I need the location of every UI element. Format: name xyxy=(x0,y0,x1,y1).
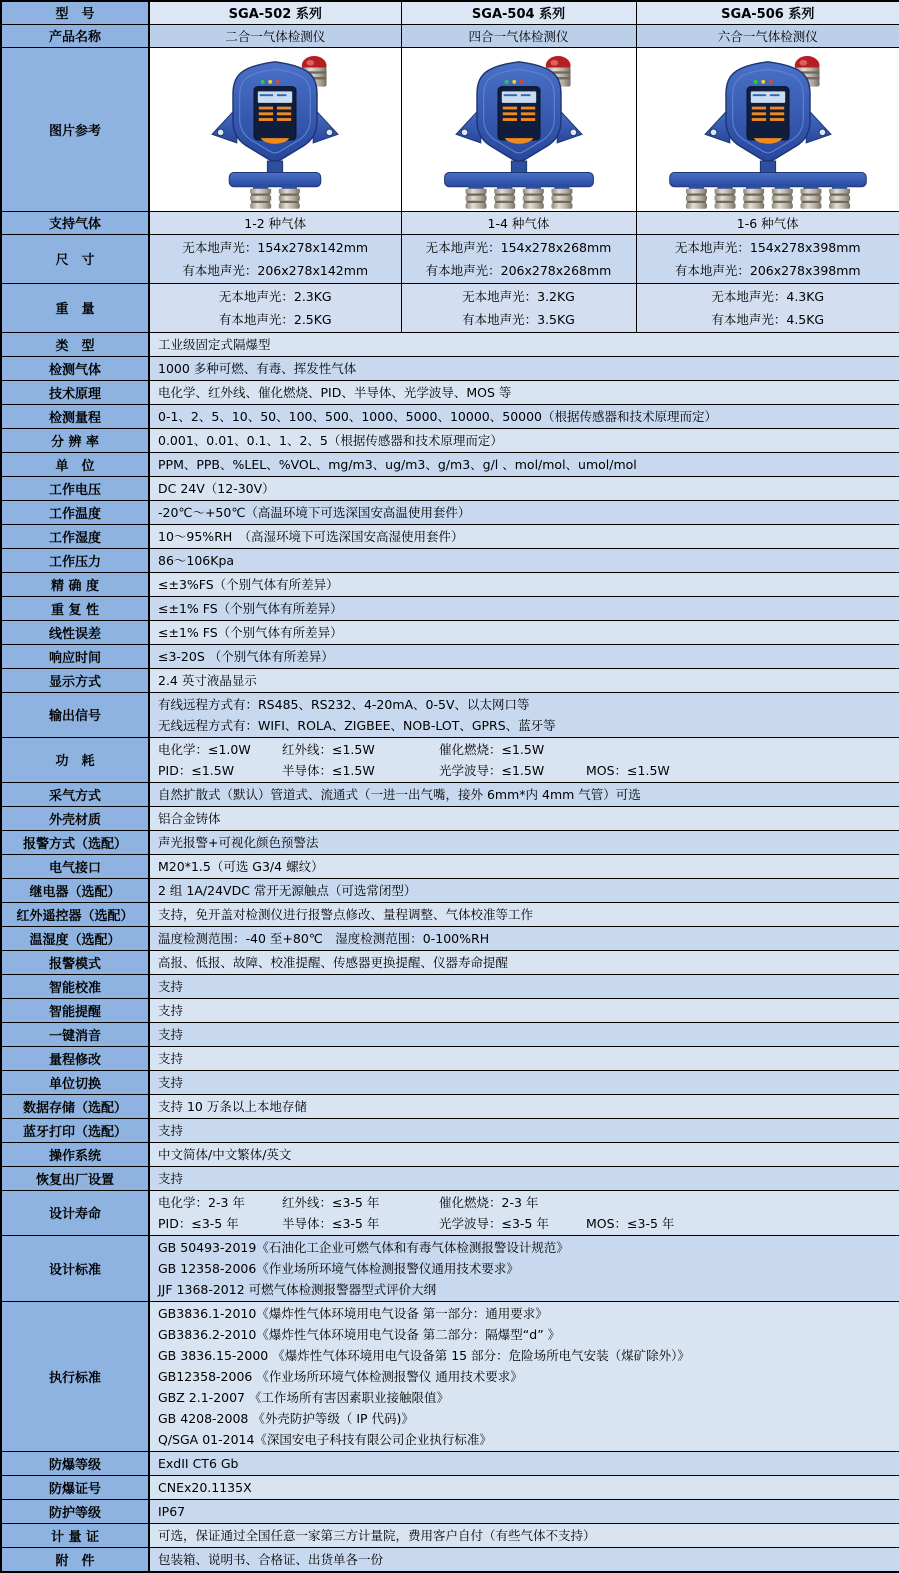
spec-value-line: 10～95%RH （高湿环境下可选深国安高湿使用套件） xyxy=(158,528,464,544)
row-label: 温湿度（选配） xyxy=(1,926,149,950)
spec-value xyxy=(636,234,899,283)
row-label: 检测量程 xyxy=(1,404,149,428)
product-image xyxy=(149,47,401,211)
row-label: 数据存储（选配） xyxy=(1,1094,149,1118)
row-label: 报警模式 xyxy=(1,950,149,974)
table-row xyxy=(1,428,899,452)
spec-value-segment: 催化燃烧：≤1.5W xyxy=(439,741,545,757)
table-row xyxy=(1,1523,899,1547)
spec-value xyxy=(149,830,899,854)
spec-value-line: GB 4208-2008 《外壳防护等级（ IP 代码)》 xyxy=(158,1410,414,1426)
spec-value-line: GB3836.1-2010《爆炸性气体环境用电气设备 第一部分：通用要求》 xyxy=(158,1305,548,1321)
spec-value xyxy=(149,1142,899,1166)
spec-value-line: GB 3836.15-2000 《爆炸性气体环境用电气设备第 15 部分：危险场所电气安装（煤矿除外）》 xyxy=(158,1347,690,1363)
spec-value-line: GB12358-2006 《作业场所环境气体检测报警仪 通用技术要求》 xyxy=(158,1368,523,1384)
table-row xyxy=(1,620,899,644)
spec-value-line: -20℃～+50℃（高温环境下可选深国安高温使用套件） xyxy=(158,504,471,520)
row-label: 尺 寸 xyxy=(1,234,149,283)
spec-value-segment: 电化学：2-3 年 xyxy=(158,1194,245,1210)
row-label: 检测气体 xyxy=(1,356,149,380)
spec-value-line: 高报、低报、故障、校准提醒、传感器更换提醒、仪器寿命提醒 xyxy=(158,954,509,970)
spec-value-line: 支持 10 万条以上本地存储 xyxy=(158,1098,307,1114)
spec-value-line: GB 50493-2019《石油化工企业可燃气体和有毒气体检测报警设计规范》 xyxy=(158,1239,569,1255)
row-label: 采气方式 xyxy=(1,782,149,806)
table-row xyxy=(1,830,899,854)
table-row xyxy=(1,211,899,234)
product-image xyxy=(636,47,899,211)
spec-value xyxy=(149,1022,899,1046)
row-label: 工作压力 xyxy=(1,548,149,572)
spec-value-line: CNEx20.1135X xyxy=(158,1479,252,1495)
spec-value xyxy=(149,524,899,548)
row-label: 红外遥控器（选配） xyxy=(1,902,149,926)
spec-value-line: DC 24V（12-30V） xyxy=(158,480,275,496)
row-label: 分 辨 率 xyxy=(1,428,149,452)
table-row xyxy=(1,24,899,47)
spec-value-line: 温度检测范围：-40 至+80℃ 湿度检测范围：0-100%RH xyxy=(158,930,490,946)
spec-table-body xyxy=(1,1,899,1572)
spec-value-line: 电化学、红外线、催化燃烧、PID、半导体、光学波导、MOS 等 xyxy=(158,384,512,400)
spec-value-line: 支持 xyxy=(158,978,184,994)
spec-value-line: 2 组 1A/24VDC 常开无源触点（可选常闭型） xyxy=(158,882,417,898)
spec-value: 二合一气体检测仪 xyxy=(149,24,401,47)
spec-value xyxy=(149,1118,899,1142)
table-row xyxy=(1,1499,899,1523)
spec-value xyxy=(149,998,899,1022)
spec-value xyxy=(149,283,401,332)
spec-value xyxy=(149,356,899,380)
row-label: 型 号 xyxy=(1,1,149,24)
spec-value-segment: PID：≤1.5W xyxy=(158,762,235,778)
spec-value-line: 0.001、0.01、0.1、1、2、5（根据传感器和技术原理而定） xyxy=(158,432,503,448)
product-image xyxy=(401,47,636,211)
row-label: 继电器（选配） xyxy=(1,878,149,902)
spec-value xyxy=(149,380,899,404)
spec-value xyxy=(149,452,899,476)
table-row xyxy=(1,1070,899,1094)
row-label: 恢复出厂设置 xyxy=(1,1166,149,1190)
spec-value xyxy=(149,1190,899,1235)
table-row xyxy=(1,692,899,737)
spec-value-line: 支持 xyxy=(158,1074,184,1090)
spec-value-line: 无线远程方式有：WIFI、ROLA、ZIGBEE、NOB-LOT、GPRS、蓝牙等 xyxy=(158,717,556,733)
row-label: 设计标准 xyxy=(1,1235,149,1301)
table-row xyxy=(1,1166,899,1190)
spec-value xyxy=(149,1301,899,1451)
model-name: SGA-506 系列 xyxy=(636,1,899,24)
spec-value xyxy=(149,806,899,830)
spec-value-segment: 催化燃烧：2-3 年 xyxy=(439,1194,539,1210)
spec-value-line: IP67 xyxy=(158,1503,186,1519)
spec-value-line: 无本地声光：2.3KG xyxy=(218,288,332,304)
row-label: 响应时间 xyxy=(1,644,149,668)
spec-value-line: 铝合金铸体 xyxy=(158,810,221,826)
spec-value-line: ≤±3%FS（个别气体有所差异） xyxy=(158,576,339,592)
table-row xyxy=(1,476,899,500)
row-label: 输出信号 xyxy=(1,692,149,737)
spec-value-line: 有线远程方式有：RS485、RS232、4-20mA、0-5V、以太网口等 xyxy=(158,696,530,712)
spec-value xyxy=(149,644,899,668)
table-row xyxy=(1,548,899,572)
spec-value-segment: 红外线：≤1.5W xyxy=(282,741,375,757)
spec-value-line: GB 12358-2006《作业场所环境气体检测报警仪通用技术要求》 xyxy=(158,1260,519,1276)
spec-value xyxy=(149,332,899,356)
spec-value xyxy=(149,1475,899,1499)
gas-detector-illustration xyxy=(170,52,380,209)
spec-value xyxy=(149,974,899,998)
row-label: 显示方式 xyxy=(1,668,149,692)
gas-detector-illustration xyxy=(414,52,624,209)
spec-value-segment: PID：≤3-5 年 xyxy=(158,1215,239,1231)
row-label: 防护等级 xyxy=(1,1499,149,1523)
row-label: 智能校准 xyxy=(1,974,149,998)
spec-value-line: 支持 xyxy=(158,1050,184,1066)
spec-value xyxy=(149,1046,899,1070)
row-label: 一键消音 xyxy=(1,1022,149,1046)
row-label: 线性误差 xyxy=(1,620,149,644)
spec-value-line: JJF 1368-2012 可燃气体检测报警器型式评价大纲 xyxy=(158,1281,437,1297)
table-row xyxy=(1,854,899,878)
table-row xyxy=(1,404,899,428)
spec-value xyxy=(149,1070,899,1094)
spec-value xyxy=(149,1499,899,1523)
spec-value-line: 支持，免开盖对检测仪进行报警点修改、量程调整、气体校准等工作 xyxy=(158,906,534,922)
spec-value xyxy=(149,926,899,950)
spec-value xyxy=(149,1547,899,1572)
spec-value: 1-6 种气体 xyxy=(636,211,899,234)
row-label: 类 型 xyxy=(1,332,149,356)
table-row xyxy=(1,902,899,926)
row-label: 电气接口 xyxy=(1,854,149,878)
spec-value-line: 有本地声光：206x278x398mm xyxy=(674,262,861,278)
spec-value-segment: 红外线：≤3-5 年 xyxy=(282,1194,380,1210)
spec-value-segment: 半导体：≤1.5W xyxy=(282,762,375,778)
table-row xyxy=(1,1547,899,1572)
spec-value-line: 有本地声光：4.5KG xyxy=(711,311,825,327)
table-row xyxy=(1,452,899,476)
row-label: 防爆证号 xyxy=(1,1475,149,1499)
spec-value xyxy=(149,596,899,620)
table-row xyxy=(1,1190,899,1235)
spec-value-line: ≤±1% FS（个别气体有所差异） xyxy=(158,600,343,616)
spec-value-line: 支持 xyxy=(158,1002,184,1018)
spec-value-line: 声光报警+可视化颜色预警法 xyxy=(158,834,319,850)
table-row xyxy=(1,1046,899,1070)
spec-value-line xyxy=(158,739,893,760)
row-label: 附 件 xyxy=(1,1547,149,1572)
spec-value-segment: 光学波导：≤1.5W xyxy=(439,762,545,778)
table-row xyxy=(1,380,899,404)
spec-value xyxy=(149,234,401,283)
spec-value-line: PPM、PPB、%LEL、%VOL、mg/m3、ug/m3、g/m3、g/l 、mol/mol、umol/mol xyxy=(158,456,637,472)
row-label: 工作温度 xyxy=(1,500,149,524)
table-row xyxy=(1,1118,899,1142)
row-label: 工作湿度 xyxy=(1,524,149,548)
table-row xyxy=(1,47,899,211)
table-row xyxy=(1,668,899,692)
row-label: 精 确 度 xyxy=(1,572,149,596)
spec-value xyxy=(149,854,899,878)
row-label: 工作电压 xyxy=(1,476,149,500)
spec-value-line: 有本地声光：3.5KG xyxy=(462,311,575,327)
spec-value xyxy=(149,500,899,524)
spec-value-line: 有本地声光：2.5KG xyxy=(218,311,332,327)
table-row xyxy=(1,1142,899,1166)
table-row xyxy=(1,234,899,283)
spec-value xyxy=(149,1451,899,1475)
spec-value-line: 支持 xyxy=(158,1122,184,1138)
table-row xyxy=(1,878,899,902)
spec-value-line: ≤3-20S （个别气体有所差异） xyxy=(158,648,334,664)
spec-value-line: 0-1、2、5、10、50、100、500、1000、5000、10000、50000（根据传感器和技术原理而定） xyxy=(158,408,718,424)
table-row xyxy=(1,644,899,668)
spec-value xyxy=(149,1094,899,1118)
spec-value-line: ≤±1% FS（个别气体有所差异） xyxy=(158,624,343,640)
spec-value xyxy=(149,476,899,500)
row-label: 重 量 xyxy=(1,283,149,332)
spec-value-line: 有本地声光：206x278x142mm xyxy=(182,262,369,278)
table-row xyxy=(1,974,899,998)
spec-value xyxy=(149,902,899,926)
spec-value-line: ExdII CT6 Gb xyxy=(158,1455,239,1471)
table-row xyxy=(1,1235,899,1301)
spec-value xyxy=(149,878,899,902)
row-label: 防爆等级 xyxy=(1,1451,149,1475)
spec-value xyxy=(149,950,899,974)
spec-value-line: 无本地声光：154x278x398mm xyxy=(674,239,861,255)
row-label: 单 位 xyxy=(1,452,149,476)
table-row xyxy=(1,950,899,974)
spec-value-line: 中文简体/中文繁体/英文 xyxy=(158,1146,292,1162)
spec-value-segment: MOS：≤1.5W xyxy=(586,762,670,778)
spec-value-line: 工业级固定式隔爆型 xyxy=(158,336,271,352)
table-row xyxy=(1,1022,899,1046)
table-row xyxy=(1,283,899,332)
table-row xyxy=(1,596,899,620)
row-label: 设计寿命 xyxy=(1,1190,149,1235)
table-row xyxy=(1,998,899,1022)
spec-value-line xyxy=(158,1213,893,1234)
table-row xyxy=(1,782,899,806)
spec-value xyxy=(149,692,899,737)
spec-value xyxy=(149,404,899,428)
row-label: 图片参考 xyxy=(1,47,149,211)
row-label: 操作系统 xyxy=(1,1142,149,1166)
row-label: 重 复 性 xyxy=(1,596,149,620)
spec-value xyxy=(149,620,899,644)
row-label: 功 耗 xyxy=(1,737,149,782)
row-label: 外壳材质 xyxy=(1,806,149,830)
spec-value-line: 86～106Kpa xyxy=(158,552,235,568)
spec-value: 四合一气体检测仪 xyxy=(401,24,636,47)
table-row xyxy=(1,737,899,782)
spec-value xyxy=(401,283,636,332)
table-row xyxy=(1,1451,899,1475)
table-row xyxy=(1,572,899,596)
spec-value xyxy=(149,782,899,806)
spec-value-segment: 半导体：≤3-5 年 xyxy=(282,1215,380,1231)
table-row xyxy=(1,500,899,524)
spec-value-line: 无本地声光：154x278x268mm xyxy=(425,239,612,255)
spec-value-line: Q/SGA 01-2014《深国安电子科技有限公司企业执行标准》 xyxy=(158,1431,492,1447)
table-row xyxy=(1,356,899,380)
spec-value-line xyxy=(158,760,893,781)
spec-value-line: 无本地声光：154x278x142mm xyxy=(182,239,369,255)
spec-value-line: 无本地声光：4.3KG xyxy=(711,288,825,304)
row-label: 产品名称 xyxy=(1,24,149,47)
spec-value xyxy=(149,572,899,596)
spec-value xyxy=(149,1166,899,1190)
spec-value-line: 2.4 英寸液晶显示 xyxy=(158,672,257,688)
spec-value-line: GB3836.2-2010《爆炸性气体环境用电气设备 第二部分：隔爆型“d” 》 xyxy=(158,1326,561,1342)
spec-value xyxy=(636,283,899,332)
row-label: 计 量 证 xyxy=(1,1523,149,1547)
spec-value-line: 有本地声光：206x278x268mm xyxy=(425,262,612,278)
model-name: SGA-502 系列 xyxy=(149,1,401,24)
spec-value xyxy=(149,668,899,692)
spec-value-line: M20*1.5（可选 G3/4 螺纹） xyxy=(158,858,324,874)
spec-value xyxy=(149,737,899,782)
table-row xyxy=(1,926,899,950)
spec-value-line: 自然扩散式（默认）管道式、流通式（一进一出气嘴，接外 6mm*内 4mm 气管）可选 xyxy=(158,786,641,802)
row-label: 智能提醒 xyxy=(1,998,149,1022)
spec-value-segment: 光学波导：≤3-5 年 xyxy=(439,1215,549,1231)
spec-value-line xyxy=(158,1192,893,1213)
spec-value: 1-2 种气体 xyxy=(149,211,401,234)
spec-value-line: 包装箱、说明书、合格证、出货单各一份 xyxy=(158,1551,384,1567)
spec-value-line: 支持 xyxy=(158,1026,184,1042)
spec-value xyxy=(149,428,899,452)
row-label: 蓝牙打印（选配） xyxy=(1,1118,149,1142)
table-row xyxy=(1,1301,899,1451)
row-label: 支持气体 xyxy=(1,211,149,234)
spec-value xyxy=(149,548,899,572)
row-label: 量程修改 xyxy=(1,1046,149,1070)
spec-value xyxy=(149,1523,899,1547)
gas-detector-illustration xyxy=(663,52,873,209)
spec-value-segment: 电化学：≤1.0W xyxy=(158,741,251,757)
row-label: 单位切换 xyxy=(1,1070,149,1094)
spec-value-line: GBZ 2.1-2007 《工作场所有害因素职业接触限值》 xyxy=(158,1389,449,1405)
model-name: SGA-504 系列 xyxy=(401,1,636,24)
table-row xyxy=(1,806,899,830)
spec-value: 六合一气体检测仪 xyxy=(636,24,899,47)
row-label: 报警方式（选配） xyxy=(1,830,149,854)
spec-value xyxy=(149,1235,899,1301)
row-label: 技术原理 xyxy=(1,380,149,404)
table-row xyxy=(1,1094,899,1118)
spec-value-line: 1000 多种可燃、有毒、挥发性气体 xyxy=(158,360,357,376)
table-row xyxy=(1,1475,899,1499)
spec-value: 1-4 种气体 xyxy=(401,211,636,234)
spec-value xyxy=(401,234,636,283)
spec-value-line: 可选，保证通过全国任意一家第三方计量院，费用客户自付（有些气体不支持） xyxy=(158,1527,596,1543)
spec-value-line: 无本地声光：3.2KG xyxy=(462,288,575,304)
table-row xyxy=(1,524,899,548)
spec-value-line: 支持 xyxy=(158,1170,184,1186)
table-row xyxy=(1,332,899,356)
table-row xyxy=(1,1,899,24)
spec-value-segment: MOS：≤3-5 年 xyxy=(586,1215,675,1231)
row-label: 执行标准 xyxy=(1,1301,149,1451)
